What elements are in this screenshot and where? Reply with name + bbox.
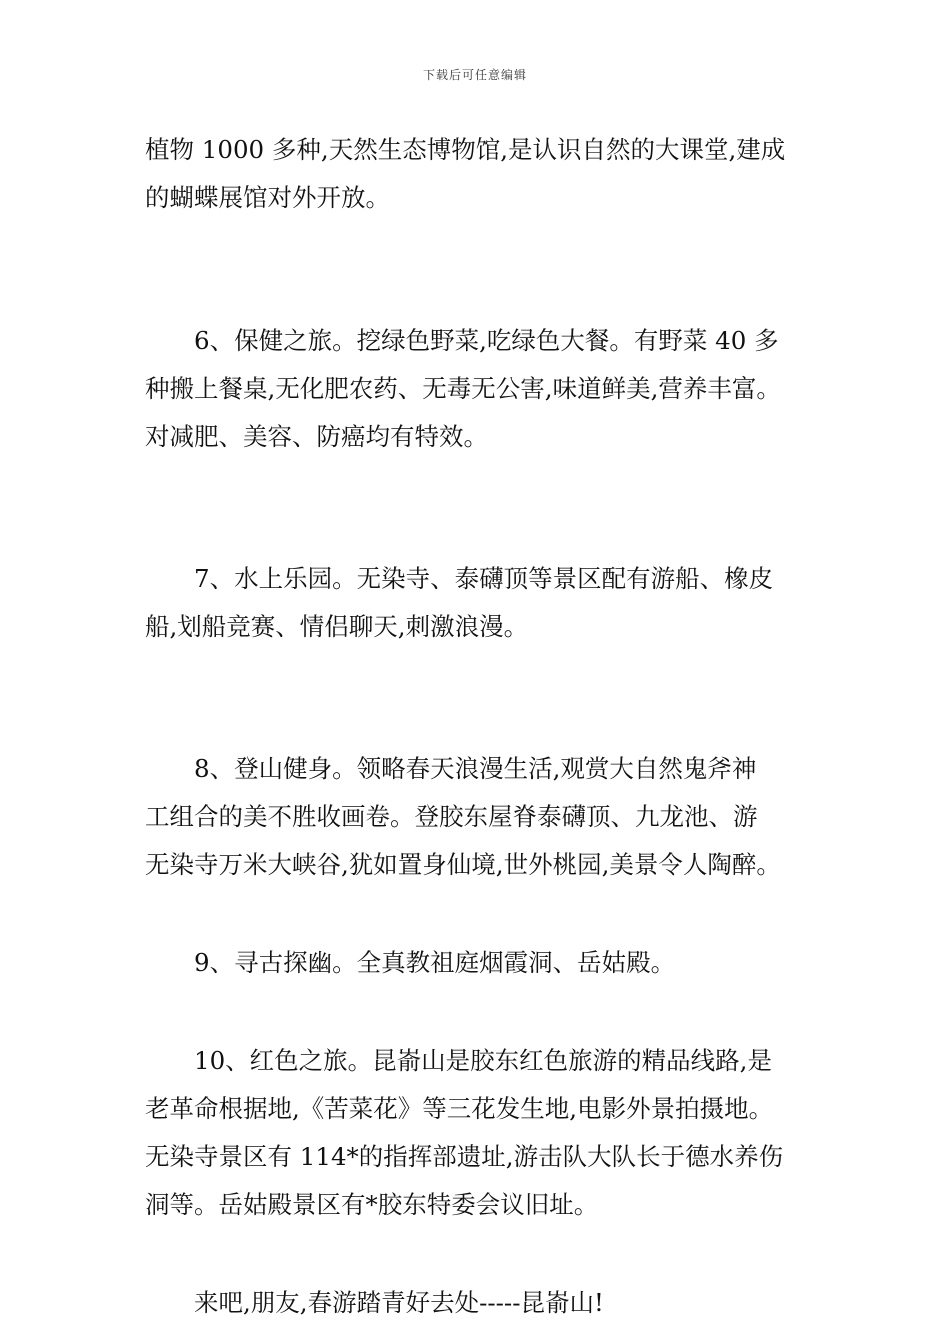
paragraph-line: 9、寻古探幽。全真教祖庭烟霞洞、岳姑殿。 [194,948,676,977]
paragraph-line: 船,划船竞赛、情侣聊天,刺激浪漫。 [145,612,529,641]
paragraph-line: 的蝴蝶展馆对外开放。 [145,183,390,212]
paragraph-line: 无染寺万米大峡谷,犹如置身仙境,世外桃园,美景令人陶醉。 [145,850,781,879]
paragraph-line: 对减肥、美容、防癌均有特效。 [145,422,488,451]
paragraph-line: 工组合的美不胜收画卷。登胶东屋脊泰礴顶、九龙池、游 [145,802,758,831]
paragraph-water-park [145,555,825,651]
paragraph-line: 老革命根据地,《苦菜花》等三花发生地,电影外景拍摄地。 [145,1094,774,1123]
document-body [145,126,825,1327]
paragraph-line: 无染寺景区有 114*的指挥部遗址,游击队大队长于德水养伤 [145,1142,784,1171]
paragraph-line: 8、登山健身。领略春天浪漫生活,观赏大自然鬼斧神 [194,754,757,783]
paragraph-line: 10、红色之旅。昆嵛山是胶东红色旅游的精品线路,是 [194,1046,772,1075]
paragraph-hiking [145,745,825,889]
paragraph-line: 洞等。岳姑殿景区有*胶东特委会议旧址。 [145,1190,599,1219]
paragraph-health-tour [145,317,825,461]
paragraph-invitation [145,1279,825,1327]
paragraph-line: 种搬上餐桌,无化肥农药、无毒无公害,味道鲜美,营养丰富。 [145,374,781,403]
paragraph-red-tour [145,1037,825,1229]
paragraph-line: 来吧,朋友,春游踏青好去处-----昆嵛山! [194,1288,604,1317]
page-header-note: 下载后可任意编辑 [422,68,527,82]
paragraph-ancient-sites [145,939,825,987]
paragraph-line: 6、保健之旅。挖绿色野菜,吃绿色大餐。有野菜 40 多 [194,326,779,355]
paragraph-line: 植物 1000 多种,天然生态博物馆,是认识自然的大课堂,建成 [145,135,786,164]
paragraph-line: 7、水上乐园。无染寺、泰礴顶等景区配有游船、橡皮 [194,564,774,593]
paragraph-plants [145,126,825,222]
